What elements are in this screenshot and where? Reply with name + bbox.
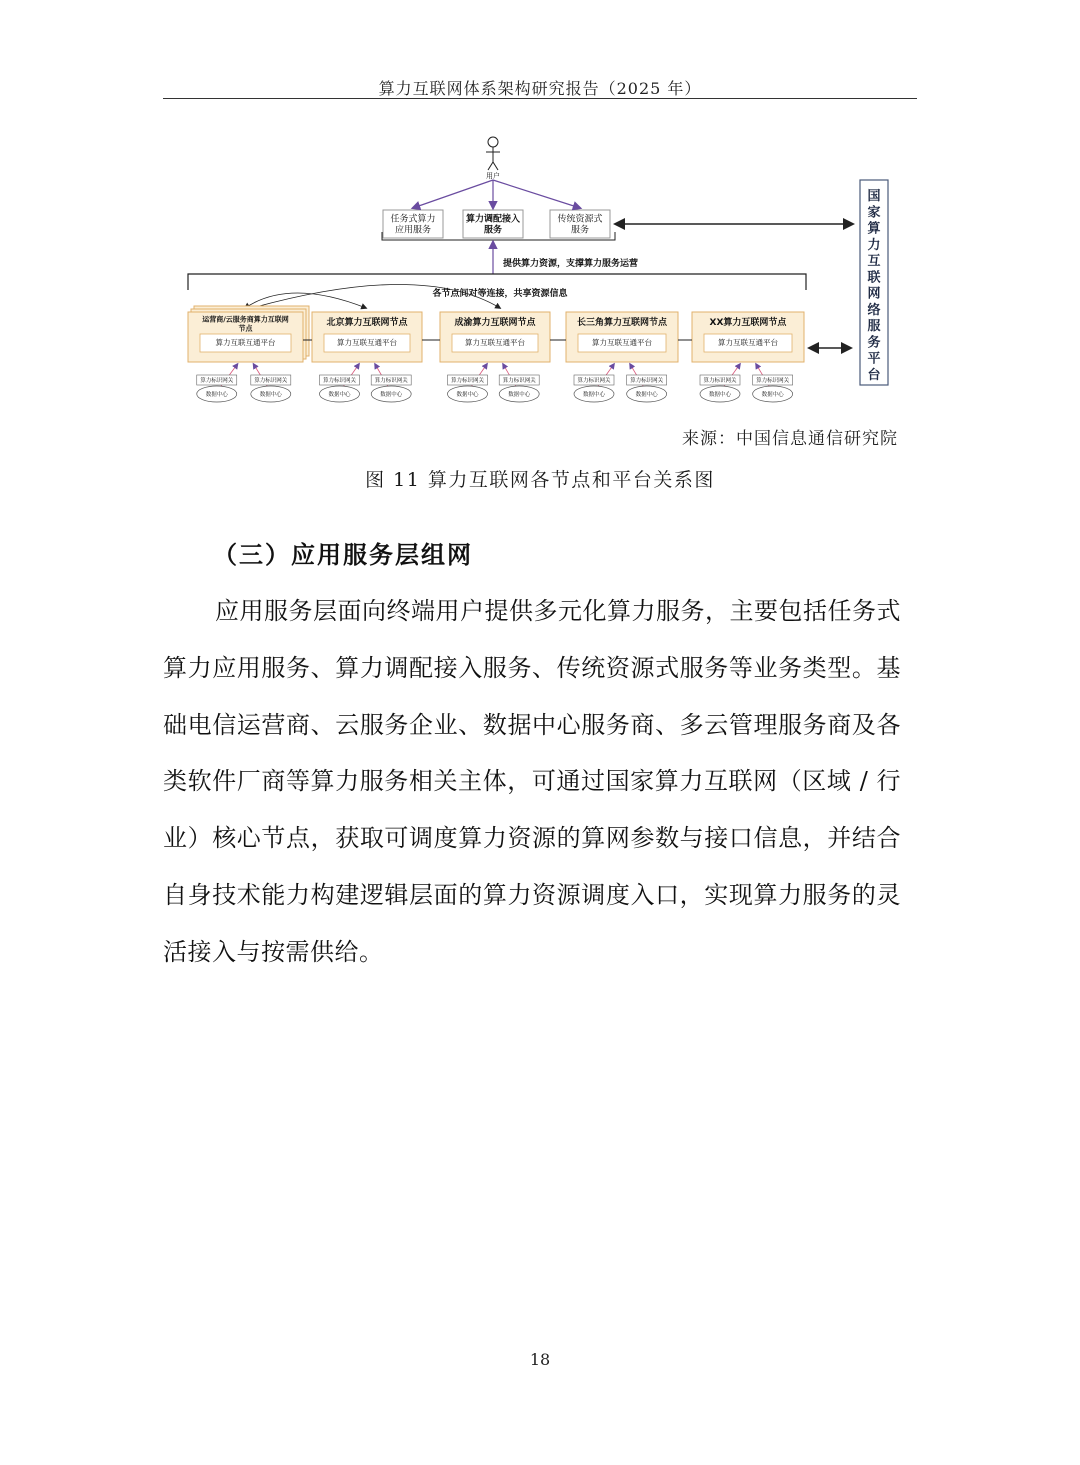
diagram-svg <box>170 130 910 410</box>
node-platform-label: 算力互联互通平台 <box>215 338 276 347</box>
node-platform-label: 算力互联互通平台 <box>465 338 525 347</box>
gateway-label: 算力标识网关 <box>322 377 357 384</box>
gateway-label: 算力标识网关 <box>450 377 485 384</box>
data-center-label: 数据中心 <box>328 391 351 398</box>
user-to-service-arrow <box>413 180 493 208</box>
header-rule <box>163 98 917 99</box>
running-header: 算力互联网体系架构研究报告（2025 年） <box>378 79 702 98</box>
gateway-label: 算力标识网关 <box>200 377 234 384</box>
gateway-label: 算力标识网关 <box>703 377 737 384</box>
gateway-label: 算力标识网关 <box>577 377 611 384</box>
data-center-label: 数据中心 <box>259 391 282 398</box>
gateway-label: 算力标识网关 <box>254 377 288 384</box>
page-number: 18 <box>529 1350 551 1369</box>
service-label: 传统资源式服务 <box>557 213 603 236</box>
user-leg-icon <box>488 162 493 170</box>
data-center-label: 数据中心 <box>582 391 606 398</box>
peer-label: 各节点间对等连接，共享资源信息 <box>432 288 568 299</box>
node-platform-label: 算力互联互通平台 <box>592 338 652 347</box>
node-platform-label: 算力互联互通平台 <box>337 338 397 347</box>
data-center-label: 数据中心 <box>761 391 784 398</box>
data-center-label: 数据中心 <box>205 391 228 398</box>
service-label: 任务式算力应用服务 <box>390 213 436 236</box>
gateway-label: 算力标识网关 <box>374 377 408 384</box>
user-leg-icon <box>493 162 498 170</box>
user-to-service-arrow <box>493 180 580 208</box>
service-label: 算力调配接入服务 <box>465 213 521 236</box>
node-title: 成渝算力互联网节点 <box>454 317 536 328</box>
gateway-label: 算力标识网关 <box>756 377 790 384</box>
node-title: XX算力互联网节点 <box>709 317 787 328</box>
node-title: 运营商/云服务商算力互联网节点 <box>202 315 289 333</box>
data-center-label: 数据中心 <box>508 391 531 398</box>
data-center-label: 数据中心 <box>456 391 479 398</box>
user-head-icon <box>488 137 498 147</box>
data-center-label: 数据中心 <box>635 391 658 398</box>
national-platform-label: 国家算力互联网络服务平台 <box>867 189 881 383</box>
node-title: 北京算力互联网节点 <box>326 317 408 328</box>
provide-label: 提供算力资源，支撑算力服务运营 <box>503 258 639 269</box>
figure-caption: 图 11 算力互联网各节点和平台关系图 <box>365 469 715 491</box>
node-platform-label: 算力互联互通平台 <box>718 338 778 347</box>
node-title: 长三角算力互联网节点 <box>576 317 668 328</box>
section-heading: （三）应用服务层组网 <box>213 541 473 569</box>
gateway-label: 算力标识网关 <box>502 377 536 384</box>
data-center-label: 数据中心 <box>708 391 732 398</box>
body-paragraph: 应用服务层面向终端用户提供多元化算力服务，主要包括任务式算力应用服务、算力调配接入服务、传统资源式服务等业务类型。基础电信运营商、云服务企业、数据中心服务商、多云管理服务商及各类软件厂商等算力服务相关主体，可通过国家算力互联网（区域 / 行业）核心节点，获取可调度算力资源的算网参数与接口信息，并结合自身技术能力构建逻辑层面的算力资源调度入口，实现算力服务的灵活接入与按需供给。 <box>163 597 901 966</box>
figure-source: 来源：中国信息通信研究院 <box>682 429 898 449</box>
gateway-label: 算力标识网关 <box>630 377 664 384</box>
architecture-diagram <box>170 130 910 410</box>
user-label: 用户 <box>486 172 500 180</box>
data-center-label: 数据中心 <box>380 391 403 398</box>
